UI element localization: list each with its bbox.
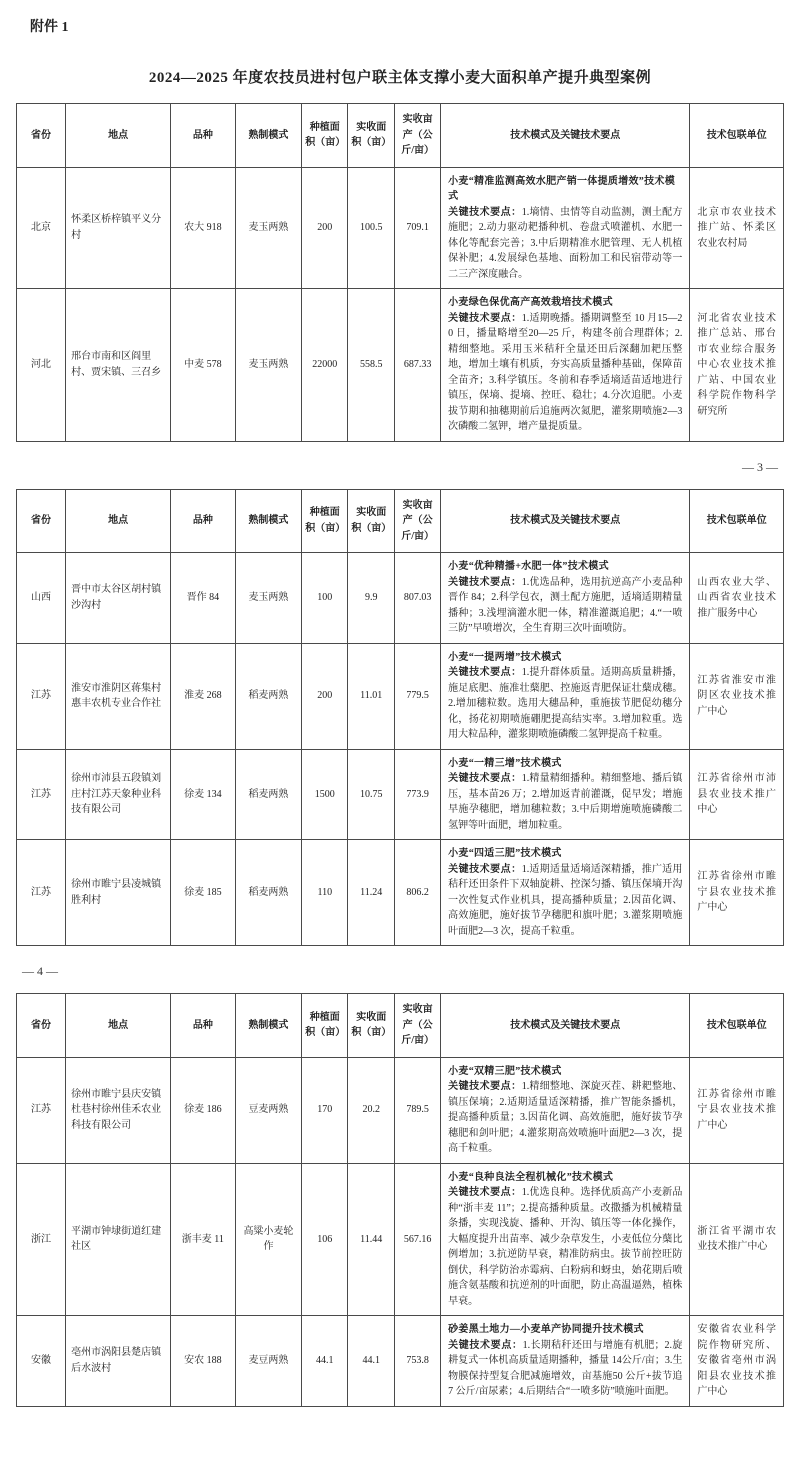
tech-mode-title: 砂姜黑土地力—小麦单产协同提升技术模式 [448,1324,644,1335]
cell-maturity: 麦玉两熟 [235,167,302,289]
cell-province: 山西 [17,553,66,644]
page-title: 2024—2025 年度农技员进村包户联主体支撑小麦大面积单产提升典型案例 [148,70,652,86]
column-header-tech: 技术模式及关键技术要点 [441,489,690,553]
column-header-yield: 实收亩产（公斤/亩） [395,489,441,553]
tech-points-text: 1.精细整地、深旋灭茬、耕耙整地、镇压保墒；2.适期适量适深精播，推广智能条播机，提高播种质量；3.因苗化调、高效施肥，施好拔节孕穗肥和剑叶肥；4.灌浆期高效喷施叶面肥2—3 次，提高千粒重。 [448,1081,683,1154]
cell-unit: 江苏省徐州市睢宁县农业技术推广中心 [690,1057,784,1163]
cell-yield: 779.5 [395,643,441,749]
tech-points-label: 关键技术要点： [448,863,522,875]
cell-planted_area: 100 [302,553,348,644]
tech-key-points [448,575,682,637]
tech-key-points [448,862,682,940]
table-row [17,643,784,749]
cell-unit: 江苏省徐州市沛县农业技术推广中心 [690,749,784,840]
cell-tech [441,553,690,644]
case-table-page3 [16,489,784,947]
tech-mode-title: 小麦“一提两增”技术模式 [448,651,562,663]
tech-key-points [448,1338,682,1400]
column-header-planted_area: 种植面积（亩） [302,489,348,553]
tech-points-label: 关键技术要点： [448,1187,522,1198]
tech-points-text: 1.适期晚播。播期调整至 10 月15—20 日，播量略增至20—25 斤，构建冬前合理群体；2.精细整地。采用玉米秸秆全量还田后深翻加耙压整地，增加土壤有机质，夯实高质量播种基础，保障苗全苗齐；3.科学镇压。冬前和春季适墒适苗适地进行镇压，保墒、提墒、控旺、稳壮；4.分次追肥。小麦拔节期和抽穗期前后追施两次氮肥，灌浆期喷施2—3 次磷酸二氢钾，增产量提质量。 [448,312,683,432]
table-row [17,1057,784,1163]
cell-yield: 773.9 [395,749,441,840]
case-table-page2 [16,103,784,442]
cell-location: 邢台市南和区阎里村、贾宋镇、三召乡 [66,289,171,442]
cell-yield: 687.33 [395,289,441,442]
tech-points-text: 1.优选良种。选择优质高产小麦新品种“浙丰麦 11”；2.提高播种质量。改撒播为机械精量条播，实现浅旋、播种、开沟、镇压等一体化操作，大幅度提升出苗率、减少杂草发生，小麦低位分蘖比例增加；3.抗逆防早衰，精准防病虫。拔节前控旺防倒伏，科学防治赤霉病、白粉病和蚜虫，始花期后喷施含氨基酸和抗逆剂的叶面肥，防止高温逼熟，植株早衰。 [448,1187,683,1307]
cell-planted_area: 1500 [302,749,348,840]
column-header-unit: 技术包联单位 [690,489,784,553]
cell-yield: 709.1 [395,167,441,289]
cell-harvested_area: 11.01 [348,643,395,749]
cell-maturity: 稻麦两熟 [235,840,302,946]
tech-mode-title: 小麦绿色保优高产高效栽培技术模式 [448,297,613,308]
cell-variety: 淮麦 268 [171,643,235,749]
cell-planted_area: 44.1 [302,1316,348,1407]
column-header-tech: 技术模式及关键技术要点 [441,994,690,1058]
cell-tech [441,1316,690,1407]
column-header-variety: 品种 [171,489,235,553]
tech-key-points [448,1079,682,1157]
cell-harvested_area: 11.44 [348,1163,395,1316]
cell-province: 江苏 [17,643,66,749]
column-header-location: 地点 [66,489,171,553]
column-header-variety: 品种 [171,994,235,1058]
cell-maturity: 稻麦两熟 [235,643,302,749]
cell-unit: 浙江省平湖市农业技术推广中心 [690,1163,784,1316]
column-header-harvested_area: 实收面积（亩） [348,994,395,1058]
tech-points-text: 1.墒情、虫情等自动监测，测土配方施肥；2.动力驱动耙播种机、卷盘式喷灌机、水肥一体化等配套完善；3.中后期精准水肥管理、无人机植保补肥；4.发展绿色基地、面粉加工和民宿带动等一二三产深度融合。 [448,206,683,280]
cell-province: 安徽 [17,1316,66,1407]
column-header-maturity: 熟制模式 [235,994,302,1058]
cell-variety: 浙丰麦 11 [171,1163,235,1316]
cell-maturity: 高粱小麦轮作 [235,1163,302,1316]
cell-harvested_area: 11.24 [348,840,395,946]
column-header-unit: 技术包联单位 [690,104,784,168]
column-header-yield: 实收亩产（公斤/亩） [395,104,441,168]
cell-province: 江苏 [17,840,66,946]
cell-tech [441,1057,690,1163]
tech-key-points [448,1185,682,1309]
column-header-planted_area: 种植面积（亩） [302,994,348,1058]
page-number-3: — 3 — [742,459,778,474]
cell-planted_area: 22000 [302,289,348,442]
tech-points-label: 关键技术要点： [448,1339,523,1351]
header-row [17,994,784,1058]
header-row [17,104,784,168]
tech-key-points [448,665,682,743]
cell-harvested_area: 10.75 [348,749,395,840]
cell-maturity: 麦玉两熟 [235,553,302,644]
cell-harvested_area: 100.5 [348,167,395,289]
cell-unit: 山西农业大学、山西省农业技术推广服务中心 [690,553,784,644]
cell-planted_area: 110 [302,840,348,946]
tech-key-points [448,311,682,435]
cell-maturity: 麦豆两熟 [235,1316,302,1407]
tech-points-text: 1.优选品种，选用抗逆高产小麦品种晋作 84；2.科学包衣，测土配方施肥，适墒适期精量播种；3.浅埋滴灌水肥一体，精准灌溉追肥；4.“一喷三防”早喷增次，全生育期三次叶面喷防。 [448,576,683,634]
cell-unit: 江苏省徐州市睢宁县农业技术推广中心 [690,840,784,946]
cell-province: 浙江 [17,1163,66,1316]
cell-tech [441,167,690,289]
column-header-planted_area: 种植面积（亩） [302,104,348,168]
cell-tech [441,1163,690,1316]
tech-key-points [448,205,682,283]
cell-unit: 江苏省淮安市淮阴区农业技术推广中心 [690,643,784,749]
cell-planted_area: 200 [302,167,348,289]
cell-province: 北京 [17,167,66,289]
tech-mode-title: 小麦“四适三肥”技术模式 [448,848,562,859]
cell-province: 江苏 [17,749,66,840]
table-row [17,749,784,840]
table-row [17,167,784,289]
cell-variety: 农大 918 [171,167,235,289]
table-row [17,840,784,946]
cell-tech [441,840,690,946]
tech-mode-title: 小麦“精准监测高效水肥产销一体提质增效”技术模式 [448,175,676,202]
column-header-province: 省份 [17,994,66,1058]
tech-points-text: 1.长期秸秆还田与增施有机肥；2.旋耕复式一体机高质量适期播种，播量 14公斤/亩；3.生物膜保持型复合肥减施增效，亩基施50 公斤+拔节追 7 公斤/亩尿素；4.后期结合“一喷多防”喷施叶面肥。 [448,1339,683,1397]
cell-planted_area: 200 [302,643,348,749]
cell-harvested_area: 9.9 [348,553,395,644]
column-header-maturity: 熟制模式 [235,489,302,553]
cell-maturity: 麦玉两熟 [235,289,302,442]
cell-unit: 安徽省农业科学院作物研究所、安徽省亳州市涡阳县农业技术推广中心 [690,1316,784,1407]
table-row [17,553,784,644]
column-header-harvested_area: 实收面积（亩） [348,104,395,168]
cell-tech [441,289,690,442]
column-header-yield: 实收亩产（公斤/亩） [395,994,441,1058]
tech-points-label: 关键技术要点： [448,667,522,678]
cell-variety: 安农 188 [171,1316,235,1407]
column-header-province: 省份 [17,104,66,168]
page-number-4: — 4 — [22,964,58,978]
cell-variety: 徐麦 186 [171,1057,235,1163]
cell-location: 淮安市淮阴区蒋集村惠丰农机专业合作社 [66,643,171,749]
tech-points-label: 关键技术要点： [448,576,522,588]
tech-points-text: 1.提升群体质量。适期高质量耕播，施足底肥、施准壮蘖肥、控施返青肥保证壮蘖成穗。2.增加穗粒数。选用大穗品种，重施拔节肥促幼穗分化，扬花初期喷施硼肥提高结实率。3.增加粒重。选用大粒品种，灌浆期喷施磷酸二氢钾提高千粒重。 [448,667,683,740]
cell-tech [441,749,690,840]
tech-points-label: 关键技术要点： [448,312,522,324]
cell-location: 亳州市涡阳县楚店镇后水波村 [66,1316,171,1407]
cell-variety: 徐麦 134 [171,749,235,840]
tech-points-label: 关键技术要点： [448,1081,522,1092]
tech-mode-title: 小麦“双精三肥”技术模式 [448,1065,562,1077]
cell-location: 徐州市睢宁县凌城镇胜利村 [66,840,171,946]
cell-planted_area: 106 [302,1163,348,1316]
cell-variety: 晋作 84 [171,553,235,644]
table-row [17,1163,784,1316]
cell-variety: 徐麦 185 [171,840,235,946]
tech-points-text: 1.适期适量适墒适深精播，推广适用秸秆还田条件下双轴旋耕、控深匀播、镇压保墒开沟一次性复式作业机具，提高播种质量；2.因苗化调、高效施肥，施好拔节孕穗肥和旗叶肥；3.灌浆期喷施叶面肥2—3 次，提高千粒重。 [448,863,683,937]
cell-location: 平湖市钟埭街道红建社区 [66,1163,171,1316]
cell-harvested_area: 44.1 [348,1316,395,1407]
column-header-province: 省份 [17,489,66,553]
tech-mode-title: 小麦“优种精播+水肥一体”技术模式 [448,561,609,572]
cell-harvested_area: 20.2 [348,1057,395,1163]
cell-maturity: 豆麦两熟 [235,1057,302,1163]
attachment-label: 附件 1 [30,20,69,35]
cell-yield: 807.03 [395,553,441,644]
cell-harvested_area: 558.5 [348,289,395,442]
tech-points-text: 1.精量精细播种。精细整地、播后镇压，基本苗26 万；2.增加返青前灌溉，促早发；增施早施孕穗肥，增加穗粒数；3.中后期增施喷施磷酸二氢钾等叶面肥，增加粒重。 [448,773,683,831]
tech-mode-title: 小麦“一精三增”技术模式 [448,757,562,769]
tech-points-label: 关键技术要点： [448,773,522,784]
column-header-location: 地点 [66,994,171,1058]
table-row [17,1316,784,1407]
cell-location: 怀柔区桥梓镇平义分村 [66,167,171,289]
column-header-variety: 品种 [171,104,235,168]
tech-mode-title: 小麦“良种良法全程机械化”技术模式 [448,1171,614,1183]
tech-points-label: 关键技术要点： [448,206,522,218]
cell-yield: 806.2 [395,840,441,946]
column-header-unit: 技术包联单位 [690,994,784,1058]
cell-yield: 753.8 [395,1316,441,1407]
cell-location: 徐州市睢宁县庆安镇杜巷村徐州佳禾农业科技有限公司 [66,1057,171,1163]
cell-location: 徐州市沛县五段镇刘庄村江苏天象种业科技有限公司 [66,749,171,840]
tech-key-points [448,771,682,833]
column-header-maturity: 熟制模式 [235,104,302,168]
cell-maturity: 稻麦两熟 [235,749,302,840]
column-header-location: 地点 [66,104,171,168]
column-header-tech: 技术模式及关键技术要点 [441,104,690,168]
case-table-page4 [16,993,784,1407]
cell-province: 河北 [17,289,66,442]
cell-planted_area: 170 [302,1057,348,1163]
column-header-harvested_area: 实收面积（亩） [348,489,395,553]
cell-unit: 河北省农业技术推广总站、邢台市农业综合服务中心农业技术推广站、中国农业科学院作物科学研究所 [690,289,784,442]
cell-province: 江苏 [17,1057,66,1163]
cell-variety: 中麦 578 [171,289,235,442]
cell-tech [441,643,690,749]
cell-location: 晋中市太谷区胡村镇沙沟村 [66,553,171,644]
cell-yield: 567.16 [395,1163,441,1316]
header-row [17,489,784,553]
table-row [17,289,784,442]
cell-unit: 北京市农业技术推广站、怀柔区农业农村局 [690,167,784,289]
cell-yield: 789.5 [395,1057,441,1163]
